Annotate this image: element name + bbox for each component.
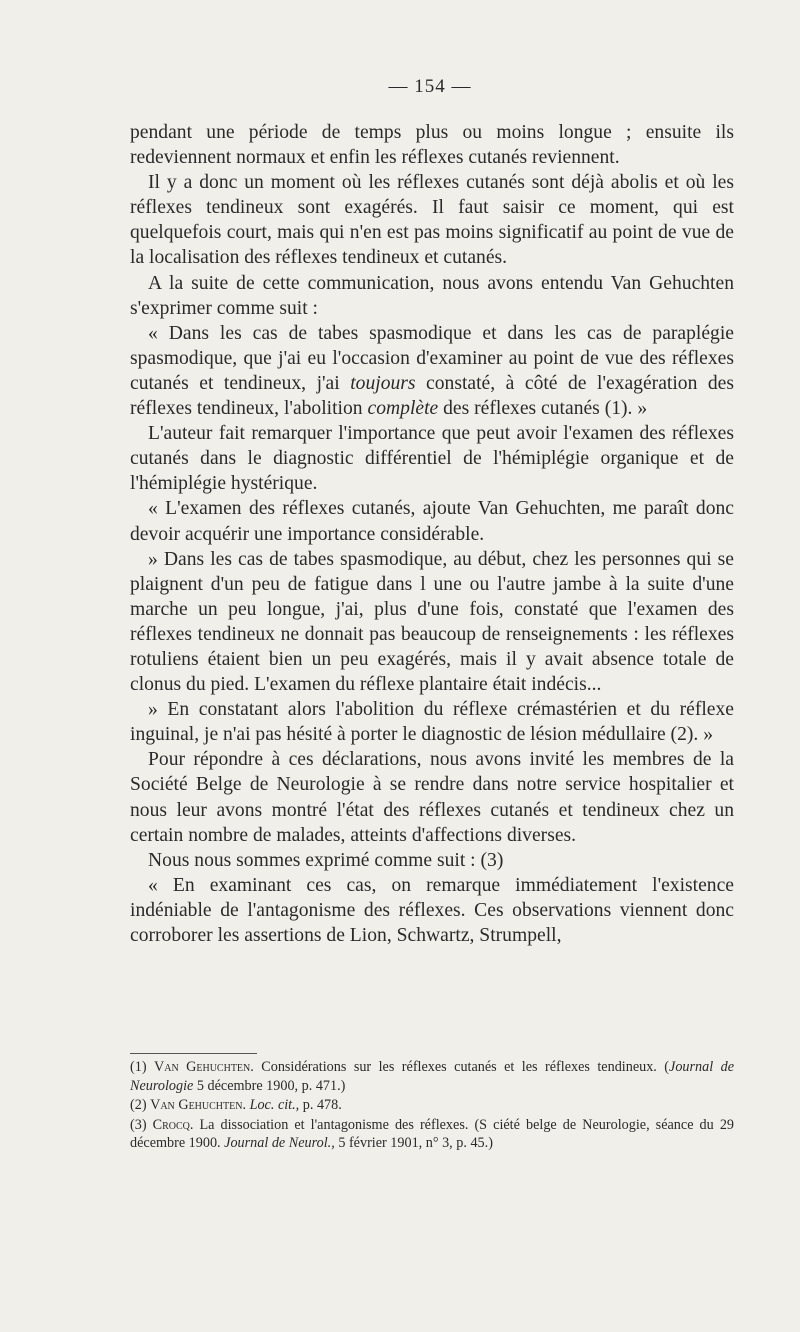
footnote-divider xyxy=(130,1053,257,1054)
quote-text: « Dans les cas de tabes spasmodique et dans les cas de paraplégie spasmodique, que j'ai eu l'occasion d'examiner au point de vue des réflexes cutanés et tendineux, j'ai xyxy=(130,322,734,394)
paragraph: » En constatant alors l'abolition du réflexe crémastérien et du réflexe inguinal, je n'ai pas hésité à porter le diagnostic de lésion médullaire (2). » xyxy=(130,699,734,746)
footnote-journal: Journal de Neurologie xyxy=(130,1059,735,1094)
emphasis-toujours: toujours xyxy=(350,372,416,394)
paragraph: Nous nous sommes exprimé comme suit : (3) xyxy=(148,849,504,871)
footnotes xyxy=(130,1058,734,1154)
footnote xyxy=(130,1096,734,1115)
footnote-number: (2) xyxy=(130,1097,147,1114)
paragraph: « En examinant ces cas, on remarque immédiatement l'existence indéniable de l'antagonisme des réflexes. Ces observations viennent donc corroborer les assertions de Lion, Schwartz, Strumpell, xyxy=(130,874,734,946)
paragraph: A la suite de cette communication, nous avons entendu Van Gehuchten s'exprimer comme suit : xyxy=(130,272,734,319)
footnote-text: Considérations sur les réflexes cutanés et les réflexes tendineux. ( xyxy=(253,1059,670,1075)
page-number: — 154 — xyxy=(388,76,472,97)
paragraph: Pour répondre à ces déclarations, nous avons invité les membres de la Société Belge de Neurologie à se rendre dans notre service hospitalier et nous leur avons montré l'état des réflexes cutanés et tendineux chez un certain nombre de malades, atteints d'affections diverses. xyxy=(130,749,734,846)
footnote-text: 5 décembre 1900, p. 471.) xyxy=(193,1077,346,1094)
paragraph: pendant une période de temps plus ou moins longue ; ensuite ils redeviennent normaux et enfin les réflexes cutanés reviennent. xyxy=(130,122,734,169)
footnote-number: (3) xyxy=(130,1116,147,1133)
footnote-journal: Journal de Neurol., xyxy=(224,1135,335,1152)
quote-paragraph xyxy=(130,321,734,421)
paragraph: Il y a donc un moment où les réflexes cutanés sont déjà abolis et où les réflexes tendineux sont exagérés. Il faut saisir ce moment, qui est quelquefois court, mais qui n'en est pas moins significatif au point de vue de la localisation des réflexes tendineux et cutanés. xyxy=(130,172,734,269)
footnote-text: p. 478. xyxy=(299,1097,342,1114)
body-text xyxy=(130,120,734,948)
paragraph: « L'examen des réflexes cutanés, ajoute Van Gehuchten, me paraît donc devoir acquérir une importance considérable. xyxy=(130,498,734,545)
paragraph: L'auteur fait remarquer l'importance que peut avoir l'examen des réflexes cutanés dans le diagnostic différentiel de l'hémiplégie organique et de l'hémiplégie hystérique. xyxy=(130,423,734,495)
emphasis-complete: complète xyxy=(367,398,439,420)
footnote-number: (1) xyxy=(130,1059,147,1075)
footnote-text: La dissociation et l'antagonisme des réflexes. (S ciété belge de Neurologie, séance du 29 décembre 1900. xyxy=(130,1116,735,1152)
quote-text: constaté, à côté de l'exagération des réflexes tendineux, l'abolition xyxy=(130,372,735,420)
paragraph: » Dans les cas de tabes spasmodique, au début, chez les personnes qui se plaignent d'un peu de fatigue dans l une ou l'autre jambe à la suite d'une marche un peu longue, j'ai, plus d'une fois, constaté que l'examen des réflexes tendineux ne donnait pas beaucoup de renseignements : les réflexes rotuliens étaient bien un peu exagérés, mais il y avait absence totale de clonus du pied. L'examen du réflexe plantaire était indécis... xyxy=(130,548,734,696)
footnote xyxy=(130,1058,734,1095)
footnote-author: Crocq. xyxy=(152,1116,194,1133)
footnote-text: 5 février 1901, n° 3, p. 45.) xyxy=(334,1135,493,1152)
footnote xyxy=(130,1116,734,1153)
footnote-author: Van Gehuchten. xyxy=(154,1059,254,1075)
footnote-author: Van Gehuchten. xyxy=(150,1097,247,1114)
footnote-journal: Loc. cit., xyxy=(249,1097,300,1114)
quote-text: des réflexes cutanés (1). » xyxy=(438,398,648,420)
